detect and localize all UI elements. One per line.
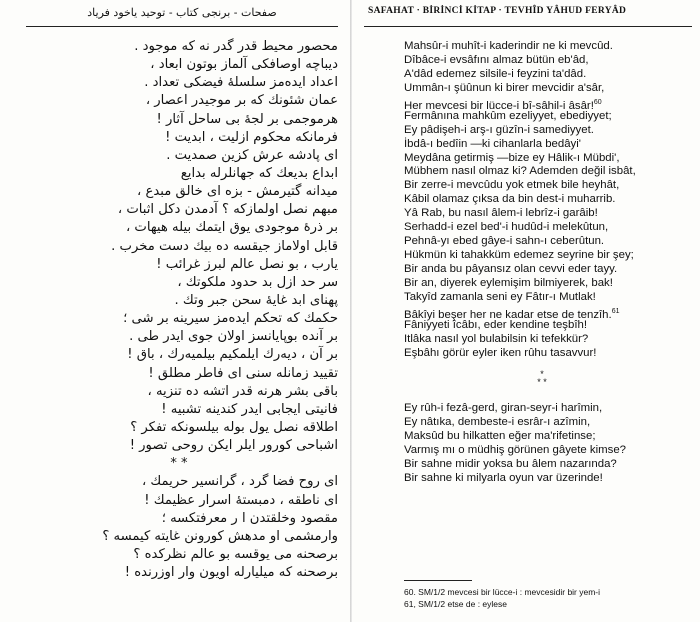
footnote-marker: 60 bbox=[593, 98, 602, 106]
verse-line bbox=[404, 96, 694, 110]
verse-line-text: Yâ Rab, bu nasıl âlem-i lebrîz-i garâib! bbox=[404, 207, 598, 220]
verse-line-text: Maksûd bu hilkatten eğer ma'rifetinse; bbox=[404, 429, 596, 442]
ottoman-verse-line: قابل اولاماز جیقسه ده بیك دست مخرب . bbox=[111, 238, 338, 254]
verse-line-text: Bir an, diyerek eylemişim bilmiyerek, bak! bbox=[404, 276, 613, 289]
verse-line bbox=[404, 82, 694, 96]
verse-line-text: Dîbâce-i evsâfını almaz bütün eb'âd, bbox=[404, 53, 589, 66]
running-head-ottoman: صفحات - برنجی کتاب - توحید یاخود فریاد bbox=[87, 6, 277, 19]
ottoman-verse-line: مقصود وخلقتدن ا ر معرفتکسه ؛ bbox=[161, 510, 338, 526]
verse-line bbox=[404, 444, 694, 458]
verse-line bbox=[404, 138, 694, 152]
verse-line bbox=[404, 263, 694, 277]
verse-line-text: Ey nâtıka, dembeste-i esrâr-ı azîmin, bbox=[404, 415, 591, 428]
footnote: 60. SM/1/2 mevcesi bir lücce-i : mevcesidir bir yem-i bbox=[404, 587, 601, 597]
verse-line bbox=[404, 165, 694, 179]
verse-line-text: Takyîd zamanla seni ey Fâtır-ı Mutlak! bbox=[404, 290, 596, 303]
ottoman-verse-line: میدانه گتیرمش - بزه ای خالق مبدع ، bbox=[137, 184, 338, 200]
verse-line-text: İbdâ-ı bedîin —ki cihanlarla bedâyi' bbox=[404, 137, 581, 150]
verse-line bbox=[404, 152, 694, 166]
verse-line-text: Meydâna getirmiş —bize ey Hâlik-ı Mübdi', bbox=[404, 151, 620, 164]
ottoman-verse-line: برصحنه که میلیارله اویون وار اوزرنده ! bbox=[124, 565, 338, 581]
footnote-marker: 61 bbox=[611, 307, 620, 315]
verse-line bbox=[404, 458, 694, 472]
ottoman-verse-line: فرمانکه محکوم ازلیت ، ابدیت ! bbox=[165, 129, 338, 145]
verse-line-text: Bir sahne ki milyarla oyun var üzerinde! bbox=[404, 471, 603, 484]
verse-line-text: Ey pâdişeh-i arş-ı güzîn-i samediyyet. bbox=[404, 123, 594, 136]
ottoman-verse-block bbox=[20, 38, 338, 582]
ottoman-verse-line: بر آن ، دیەرك ایلمکیم بیلمیەرك ، باق ! bbox=[127, 347, 338, 363]
ottoman-verse-line: ای روح فضا گرد ، گرانسیر حریمك ، bbox=[141, 474, 338, 490]
verse-line-text: Hükmün ki tahakküm edemez seyrine bir şey; bbox=[404, 249, 634, 262]
verse-line bbox=[404, 319, 694, 333]
verse-line bbox=[404, 235, 694, 249]
verse-line-text: Serhadd-i ezel bed'-i hudûd-i melekûtun, bbox=[404, 221, 609, 234]
footnotes bbox=[404, 586, 694, 610]
ottoman-verse-line: اشباحی کورور ایلر ایکن روحی تصور ! bbox=[129, 438, 338, 454]
separator-star-top: * bbox=[540, 369, 544, 379]
verse-line bbox=[404, 249, 694, 263]
footnote-rule bbox=[404, 580, 472, 581]
ottoman-verse-line: برصحنه می یوقسه بو عالم نظرکده ؟ bbox=[133, 546, 338, 562]
running-head-latin: SAFAHAT · BİRİNCİ KİTAP · TEVHÎD YÂHUD FERYÂD bbox=[368, 6, 627, 16]
ottoman-verse-line: اطلاقه نصل یول بوله بیلسونکه تفکر ؟ bbox=[130, 419, 338, 435]
ottoman-verse-line: * * bbox=[170, 456, 188, 472]
ottoman-verse-line: محصور محیط قدر گدر نه که موجود . bbox=[134, 39, 338, 54]
verse-line-text: Fâniyyeti îcâbı, eder kendine teşbîh! bbox=[404, 318, 587, 331]
ottoman-verse-line: دیباچه اوصافکی آلماز بوتون ابعاد ، bbox=[150, 57, 338, 73]
ottoman-verse-line: پهنای ابد غایهٔ سحن جبر وتك . bbox=[174, 292, 338, 308]
verse-line-text: Ey rûh-i fezâ-gerd, giran-seyr-i harîmin, bbox=[404, 402, 603, 414]
ottoman-verse-line: وارمشمی او مدهش کورونن غایته کیمسه ؟ bbox=[102, 528, 338, 544]
verse-line-text: Bâkîyi beşer her ne kadar etse de tenzîh. bbox=[404, 308, 612, 321]
ottoman-verse-line: مبهم نصل اولمازکه ؟ آدمدن دکل اثبات ، bbox=[117, 202, 338, 218]
verse-line bbox=[404, 110, 694, 124]
verse-line-text: Eşbâhı görür eyler iken rûhu tasavvur! bbox=[404, 346, 597, 359]
verse-line bbox=[404, 193, 694, 207]
verse-line bbox=[404, 291, 694, 305]
ottoman-verse-line: هرموجمی بر لجهٔ بی ساحل آثار ! bbox=[156, 111, 338, 127]
ottoman-verse-line: بر آنده بوپایانسز اولان جوی ایدر طی . bbox=[129, 329, 338, 345]
verse-line bbox=[404, 416, 694, 430]
verse-line bbox=[404, 472, 694, 486]
verse-line-text: Her mevcesi bir lücce-i bî-sâhil-i âsâr! bbox=[404, 99, 594, 112]
footnote: 61, SM/1/2 etse de : eylese bbox=[404, 599, 508, 609]
verse-line-text: Bir anda bu pâyansız olan cevvi eder tayy. bbox=[404, 263, 618, 275]
verse-line bbox=[404, 68, 694, 82]
latin-verse-stanza-1 bbox=[404, 40, 694, 361]
verse-line-text: Itlâka nasıl yol bulabilsin ki tefekkür? bbox=[404, 332, 589, 345]
ottoman-verse-line: اعداد ایدەمز سلسلهٔ فیضکی تعداد . bbox=[144, 75, 338, 91]
verse-line bbox=[404, 40, 694, 54]
verse-line-text: Pehnâ-yı ebed gâye-i sahn-ı ceberûtun. bbox=[404, 235, 605, 248]
verse-line bbox=[404, 402, 694, 416]
verse-line bbox=[404, 179, 694, 193]
ottoman-verse-line: یارب ، بو نصل عالم لبرز غرائب ! bbox=[156, 256, 338, 272]
verse-line-text: Kâbil olamaz çıksa da bin dest-i muharrib. bbox=[404, 193, 616, 206]
verse-line bbox=[404, 221, 694, 235]
verse-line-text: Mübhem nasıl olmaz ki? Ademden değil isbât, bbox=[404, 165, 636, 178]
verse-line-text: Bir zerre-i mevcûdu yok etmek bile heyhât, bbox=[404, 179, 620, 192]
header-rule bbox=[26, 26, 338, 27]
stanza-separator bbox=[512, 370, 572, 386]
header-rule bbox=[364, 26, 692, 27]
verse-line bbox=[404, 305, 694, 319]
verse-line bbox=[404, 207, 694, 221]
verse-line bbox=[404, 124, 694, 138]
ottoman-verse-line: حکمك که تحکم ایدەمز سیرینه بر شی ؛ bbox=[123, 311, 338, 327]
ottoman-verse-line: باقی بشر هرنه قدر اتشه ده تنزیه ، bbox=[147, 383, 338, 399]
ottoman-verse-line: سر حد ازل بد حدود ملکوتك ، bbox=[177, 274, 338, 290]
verse-line bbox=[404, 277, 694, 291]
ottoman-verse-line: تقیید زمانله سنی ای فاطر مطلق ! bbox=[148, 365, 338, 381]
ottoman-verse-line: ای پادشه عرش کزین صمدیت . bbox=[166, 147, 338, 163]
latin-verse-stanza-2 bbox=[404, 402, 694, 486]
verse-line bbox=[404, 430, 694, 444]
ottoman-verse-line: بر ذرهٔ موجودی یوق ایتمك بیله هیهات ، bbox=[125, 220, 338, 236]
verse-line-text: Bir sahne midir yoksa bu âlem nazarında? bbox=[404, 457, 617, 470]
separator-star-bottom: * * bbox=[537, 377, 547, 387]
ottoman-verse-line: ابداع بدیعك که جهانلرله بدایع bbox=[180, 165, 338, 181]
verse-line-text: Ummân-ı şüûnun ki birer mevcidir a'sâr, bbox=[404, 81, 605, 94]
right-page-latin bbox=[352, 0, 700, 622]
ottoman-verse-line: فانیتی ایجابی ایدر کندینه تشبیه ! bbox=[161, 401, 338, 417]
verse-line bbox=[404, 54, 694, 68]
verse-line bbox=[404, 347, 694, 361]
verse-line-text: Fermânına mahkûm ezeliyyet, ebediyyet; bbox=[404, 109, 612, 122]
verse-line-text: Mahsûr-i muhît-i kaderindir ne ki mevcûd. bbox=[404, 40, 613, 52]
verse-line-text: A'dâd edemez silsile-i feyzini ta'dâd. bbox=[404, 67, 587, 80]
verse-line bbox=[404, 333, 694, 347]
ottoman-verse-line: عمان شئونك که بر موجیدر اعصار ، bbox=[145, 93, 338, 109]
verse-line-text: Varmış mı o müdhiş görünen gâyete kimse? bbox=[404, 443, 627, 456]
ottoman-verse-line: ای ناطقه ، دمبستهٔ اسرار عظیمك ! bbox=[144, 492, 338, 508]
